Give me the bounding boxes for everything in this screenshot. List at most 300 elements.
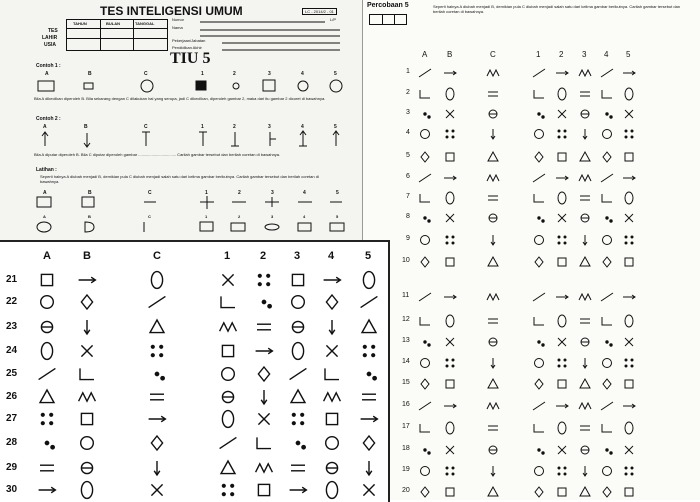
right-figure (603, 359, 612, 368)
right-row-6: 6 (406, 173, 410, 180)
bottom-figure (81, 482, 92, 499)
bottom-figure (363, 484, 374, 495)
right-figure (623, 404, 635, 408)
bottom-figure (41, 296, 54, 309)
right-figure (489, 110, 497, 118)
right-figure (424, 449, 430, 454)
right-figure (603, 130, 612, 139)
bottom-col-a: A (43, 250, 51, 262)
right-figure (625, 130, 633, 138)
right-figure (424, 113, 430, 118)
right-figure (558, 130, 566, 138)
right-figure (421, 487, 429, 497)
c2-col-5: 5 (334, 124, 337, 130)
bottom-figure (39, 368, 56, 379)
right-figure (579, 175, 591, 181)
bottom-figure (84, 320, 90, 334)
right-row-13: 13 (402, 337, 410, 344)
right-figure (625, 236, 633, 244)
c2-col-c: C (144, 124, 148, 130)
sheet-title: TES INTELIGENSI UMUM (100, 4, 243, 18)
right-figure (538, 449, 544, 454)
right-figure (583, 466, 587, 476)
right-col-4: 4 (604, 50, 609, 59)
bottom-figure (222, 484, 233, 495)
right-figure (603, 467, 612, 476)
bottom-col-3: 3 (294, 250, 301, 262)
label-lahir: LAHIR (42, 35, 58, 41)
bottom-figure (39, 487, 56, 493)
bottom-figure (324, 393, 341, 401)
right-figure (491, 466, 495, 476)
bottom-figure (366, 461, 372, 475)
latihan-text: Seperti halnya A diubah menjadi B, demikian pula C diubah menjadi salah satu dari kelima gambar berikutnya. Carilah gambar tersebut dan berilah coretan di bawahnya. (40, 174, 319, 184)
right-figure (625, 422, 633, 434)
right-figure (420, 194, 430, 202)
right-figure (421, 359, 430, 368)
bottom-figure (291, 465, 305, 471)
right-figure (558, 153, 566, 161)
right-figure (424, 341, 430, 346)
right-figure (488, 257, 498, 266)
bottom-figures (0, 242, 388, 502)
right-figure (579, 70, 591, 76)
right-figure (558, 380, 566, 388)
latihan-label: Latihan : (36, 167, 57, 173)
bottom-figure (261, 390, 267, 404)
right-col-2: 2 (559, 50, 564, 59)
bottom-figure (81, 413, 92, 424)
right-figure (421, 467, 430, 476)
bottom-row-24: 24 (6, 345, 18, 356)
lat2-col-3: 3 (271, 214, 274, 219)
lat-col-a: A (43, 190, 47, 196)
right-figure (446, 192, 454, 204)
right-row-3: 3 (406, 109, 410, 116)
lat2-col-a: A (43, 214, 46, 219)
right-figure (446, 488, 454, 496)
bottom-figure (151, 272, 162, 289)
right-figure (420, 317, 430, 325)
right-figure (583, 235, 587, 245)
bottom-figure (221, 296, 235, 307)
right-figure (446, 258, 454, 266)
dob-header-year: TAHUN (73, 21, 87, 26)
bottom-figure (79, 393, 96, 401)
right-figure (558, 88, 566, 100)
right-figure (625, 467, 633, 475)
right-row-11: 11 (402, 292, 410, 299)
bottom-figure (326, 462, 337, 473)
test-sheet-right (363, 0, 700, 500)
right-figure (488, 319, 498, 323)
bottom-row-21: 21 (6, 274, 18, 285)
latihan-figures (0, 0, 362, 240)
bottom-row-26: 26 (6, 391, 18, 402)
right-figure (602, 194, 612, 202)
right-figure (535, 359, 544, 368)
right-figure (420, 424, 430, 432)
right-figure (487, 175, 499, 181)
bottom-col-b: B (83, 250, 91, 262)
test-sheet-bottom (0, 240, 390, 502)
bottom-figure (81, 345, 92, 356)
bottom-col-2: 2 (260, 250, 267, 262)
contoh1-text: Bila A dikecilkan diperoleh B. Bila sekarang dengan C dilakukan hal yang serupa, jadi C dikecilkan, diperoleh gambar 2, maka dari itu gambar 2 dicoret di bawahnya. (34, 96, 326, 101)
right-figure (558, 422, 566, 434)
dob-header-day: TANGGAL (135, 21, 155, 26)
right-figure (625, 110, 633, 118)
right-figure (538, 341, 544, 346)
c1-col-4: 4 (301, 71, 304, 77)
right-figure (538, 113, 544, 118)
right-figure (625, 488, 633, 496)
right-figure (488, 426, 498, 430)
right-figure (606, 113, 612, 118)
right-figure (489, 214, 497, 222)
right-figure (556, 71, 568, 75)
right-figure (606, 341, 612, 346)
bottom-figure (221, 461, 235, 474)
right-row-2: 2 (406, 89, 410, 96)
bottom-figure (155, 372, 164, 380)
bottom-figure (292, 321, 303, 332)
bottom-figure (81, 295, 92, 309)
c1-col-3: 3 (268, 71, 271, 77)
contoh2-text: Bila A diputar diperoleh B. Bila C diputar diperoleh gambar .................................. Carilah gambar tersebut dan berilah coretan di bawahnya. (34, 152, 281, 157)
right-figure (535, 130, 544, 139)
bottom-figure (41, 413, 52, 424)
test-sheet-top (0, 0, 363, 241)
label-nomor: Nomor (172, 17, 185, 22)
bottom-figure (80, 368, 94, 379)
right-figure (444, 295, 456, 299)
bottom-figure (292, 296, 305, 309)
label-tes: TES (48, 28, 58, 34)
right-figure (558, 467, 566, 475)
right-figure (419, 293, 431, 301)
right-row-10: 10 (402, 257, 410, 264)
right-figure (533, 174, 545, 182)
right-figure (580, 379, 590, 388)
bottom-figure (222, 274, 233, 285)
label-gender: L/P (330, 17, 337, 22)
bottom-figure (290, 368, 307, 379)
c1-col-1: 1 (201, 71, 204, 77)
lat2-col-2: 2 (238, 214, 241, 219)
right-figure (623, 71, 635, 75)
bottom-figure (222, 391, 233, 402)
c2-col-a: A (43, 124, 47, 130)
right-figures (363, 0, 700, 500)
c2-col-3: 3 (268, 124, 271, 130)
right-row-19: 19 (402, 466, 410, 473)
bottom-figure (363, 436, 374, 450)
right-figure (487, 403, 499, 409)
right-figure (489, 338, 497, 346)
right-figure (488, 152, 498, 161)
bottom-figure (258, 274, 269, 285)
right-figure (487, 70, 499, 76)
bottom-figure (292, 343, 303, 360)
right-figure (580, 196, 590, 200)
label-usia: USIA (44, 42, 56, 48)
right-figure (535, 487, 543, 497)
bottom-figure (362, 320, 376, 333)
right-figure (625, 192, 633, 204)
right-figure (538, 217, 544, 222)
right-figure (625, 315, 633, 327)
right-figure (558, 236, 566, 244)
tiu-number: TIU 5 (170, 50, 211, 67)
right-row-18: 18 (402, 445, 410, 452)
lat-col-5: 5 (336, 190, 339, 196)
right-figure (601, 402, 613, 410)
lat-col-b: B (88, 190, 92, 196)
bottom-figure (325, 368, 339, 379)
right-figure (625, 359, 633, 367)
contoh1-label: Contoh 1 : (36, 63, 61, 69)
right-figure (556, 176, 568, 180)
right-figure (421, 130, 430, 139)
right-figure (558, 258, 566, 266)
c2-col-4: 4 (301, 124, 304, 130)
right-figure (446, 130, 454, 138)
right-figure (579, 403, 591, 409)
right-row-1: 1 (406, 68, 410, 75)
c2-col-2: 2 (233, 124, 236, 130)
right-col-5: 5 (626, 50, 631, 59)
bottom-figure (326, 482, 337, 499)
bottom-row-29: 29 (6, 462, 18, 473)
right-figure (534, 90, 544, 98)
right-figure (579, 294, 591, 300)
right-figure (446, 467, 454, 475)
bottom-figure (257, 324, 271, 330)
right-figure (444, 71, 456, 75)
c1-col-b: B (88, 71, 92, 77)
right-figure (580, 487, 590, 496)
right-col-1: 1 (536, 50, 541, 59)
right-figure (558, 338, 566, 346)
right-figure (489, 446, 497, 454)
bottom-figure (256, 348, 273, 354)
bottom-figure (81, 437, 94, 450)
bottom-figure (149, 416, 166, 422)
right-figure (491, 235, 495, 245)
bottom-figure (40, 390, 54, 403)
right-figure (625, 88, 633, 100)
right-figure (535, 257, 543, 267)
right-figure (603, 487, 611, 497)
right-figure (488, 379, 498, 388)
bottom-figure (151, 345, 162, 356)
right-figure (625, 338, 633, 346)
bottom-figure (45, 441, 54, 449)
right-figure (558, 359, 566, 367)
right-figure (601, 293, 613, 301)
bottom-figure (151, 484, 162, 495)
right-figure (421, 152, 429, 162)
right-figure (444, 176, 456, 180)
bottom-figure (262, 300, 271, 308)
bottom-figure (222, 411, 233, 428)
right-figure (580, 426, 590, 430)
right-figure (491, 358, 495, 368)
bottom-figure (326, 437, 339, 450)
right-figure (534, 317, 544, 325)
right-figure (625, 446, 633, 454)
right-col-c: C (490, 50, 496, 59)
right-figure (535, 379, 543, 389)
right-figure (446, 153, 454, 161)
right-figure (625, 380, 633, 388)
right-figure (580, 152, 590, 161)
bottom-figure (41, 274, 52, 285)
bottom-figure (326, 345, 337, 356)
right-figure (533, 402, 545, 410)
right-figure (535, 467, 544, 476)
right-row-8: 8 (406, 213, 410, 220)
c2-col-1: 1 (201, 124, 204, 130)
bottom-figure (222, 368, 235, 381)
bottom-figure (222, 345, 233, 356)
bottom-figure (363, 345, 374, 356)
right-figure (606, 217, 612, 222)
bottom-figure (362, 394, 376, 400)
right-figure (419, 402, 431, 410)
right-figure (625, 153, 633, 161)
right-figure (446, 446, 454, 454)
right-row-20: 20 (402, 487, 410, 494)
lat-col-1: 1 (205, 190, 208, 196)
right-figure (580, 92, 590, 96)
label-pendidikan: Pendidikan Akhir (172, 45, 202, 50)
right-row-4: 4 (406, 129, 410, 136)
right-figure (602, 424, 612, 432)
bottom-figure (361, 416, 378, 422)
right-figure (535, 236, 544, 245)
right-row-16: 16 (402, 401, 410, 408)
right-figure (488, 487, 498, 496)
bottom-col-c: C (153, 250, 161, 262)
right-figure (558, 488, 566, 496)
right-figure (603, 379, 611, 389)
label-pekerjaan: Pekerjaan/Jabatan (172, 38, 206, 43)
bottom-figure (154, 461, 160, 475)
c2-col-b: B (84, 124, 88, 130)
right-figure (420, 90, 430, 98)
right-col-3: 3 (582, 50, 587, 59)
bottom-figure (290, 487, 307, 493)
right-figure (534, 194, 544, 202)
bottom-figure (329, 320, 335, 334)
lat-col-3: 3 (271, 190, 274, 196)
right-figure (444, 404, 456, 408)
right-figure (581, 338, 589, 346)
bottom-row-30: 30 (6, 484, 18, 495)
right-figure (487, 294, 499, 300)
bottom-col-5: 5 (365, 250, 372, 262)
bottom-row-27: 27 (6, 413, 18, 424)
bottom-col-1: 1 (224, 250, 231, 262)
bottom-figure (361, 296, 378, 307)
right-row-15: 15 (402, 379, 410, 386)
right-figure (625, 258, 633, 266)
bottom-figure (151, 436, 162, 450)
right-figure (580, 319, 590, 323)
c1-col-c: C (144, 71, 148, 77)
right-figure (556, 404, 568, 408)
bottom-figure (220, 323, 237, 331)
right-figure (421, 379, 429, 389)
right-figure (581, 110, 589, 118)
bottom-figure (258, 367, 269, 381)
right-figure (625, 214, 633, 222)
form-code: LC - 2014/2 - 01 (302, 8, 337, 15)
bottom-figure (367, 372, 376, 380)
right-figure (580, 257, 590, 266)
right-figure (421, 257, 429, 267)
bottom-figure (81, 462, 92, 473)
bottom-figure (256, 464, 273, 472)
bottom-figure (324, 277, 341, 283)
bottom-figure (292, 413, 303, 424)
right-figure (446, 315, 454, 327)
right-figure (534, 424, 544, 432)
lat2-col-1: 1 (205, 214, 208, 219)
right-figure (581, 446, 589, 454)
right-figure (424, 217, 430, 222)
right-figure (603, 257, 611, 267)
right-figure (602, 317, 612, 325)
right-figure (491, 129, 495, 139)
bottom-col-4: 4 (328, 250, 335, 262)
right-figure (583, 129, 587, 139)
dob-header-month: BULAN (106, 21, 120, 26)
right-row-14: 14 (402, 358, 410, 365)
bottom-row-22: 22 (6, 296, 18, 307)
right-figure (446, 110, 454, 118)
right-figure (446, 214, 454, 222)
right-figure (581, 214, 589, 222)
right-figure (533, 293, 545, 301)
right-figure (488, 196, 498, 200)
percobaan-instruction: Seperti halnya A diubah menjadi B, demikian pula C diubah menjadi salah satu dari kelima gambar berikutnya. Carilah gambar tersebut dan berilah coretan di bawahnya. (433, 4, 681, 14)
right-figure (606, 449, 612, 454)
right-figure (601, 69, 613, 77)
bottom-figure (40, 465, 54, 471)
bottom-figure (79, 277, 96, 283)
right-figure (558, 214, 566, 222)
lat-col-c: C (148, 190, 152, 196)
right-figure (535, 152, 543, 162)
bottom-row-25: 25 (6, 368, 18, 379)
bottom-figure (326, 413, 337, 424)
percobaan-header: Percobaan 5 (367, 2, 409, 9)
bottom-figure (296, 441, 305, 449)
contoh2-label: Contoh 2 : (36, 116, 61, 122)
c1-col-a: A (45, 71, 49, 77)
right-figure (446, 338, 454, 346)
right-figure (421, 236, 430, 245)
bottom-figure (41, 321, 52, 332)
bottom-figure (258, 413, 269, 424)
right-row-5: 5 (406, 152, 410, 159)
lat2-col-c: C (148, 214, 151, 219)
right-figure (603, 152, 611, 162)
right-figure (533, 69, 545, 77)
